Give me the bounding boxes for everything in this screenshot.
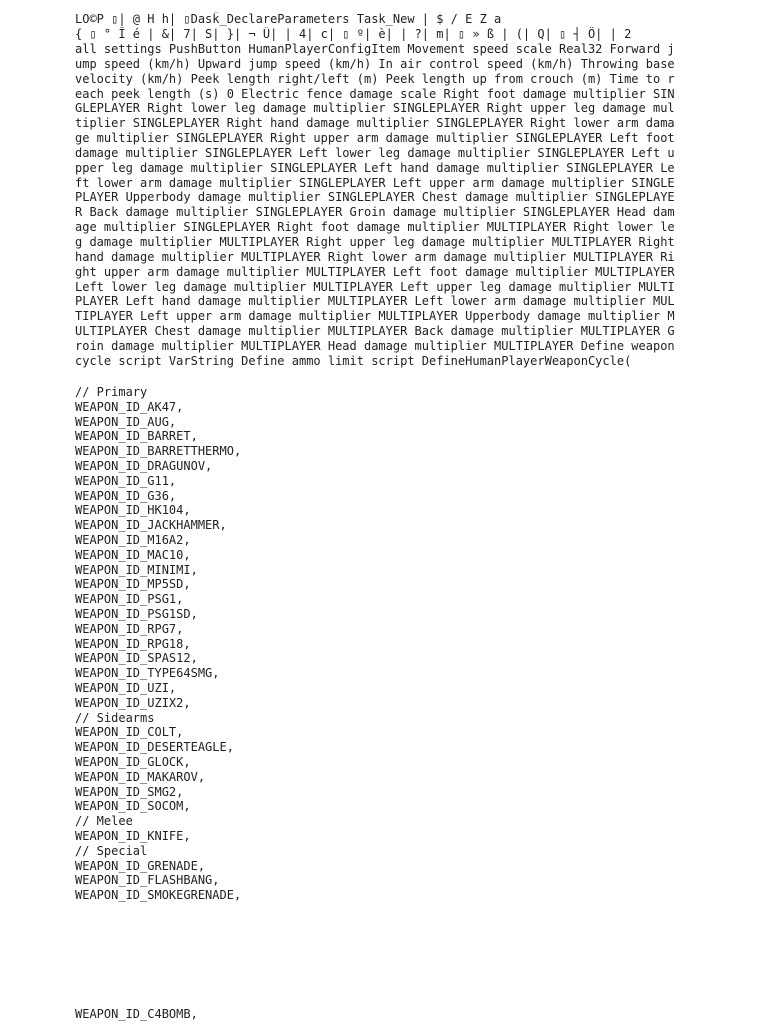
weapon-list-line: WEAPON_ID_SMOKEGRENADE, [75,888,242,903]
settings-paragraph: all settings PushButton HumanPlayerConfigItem Movement speed scale Real32 Forward jump speed (km/h) Upward jump speed (km/h) In air control speed (km/h) Throwing base velocity (km/h) Peek length right/left (m) Peek length up from crouch (m) Time to reach peek length (s) 0 Electric fence damage scale Right foot damage multiplier SINGLEPLAYER Right lower leg damage multiplier SINGLEPLAYER Right upper leg damage multiplier SINGLEPLAYER Right hand damage multiplier SINGLEPLAYER Right lower arm damage multiplier SINGLEPLAYER Right upper arm damage multiplier SINGLEPLAYER Left foot damage multiplier SINGLEPLAYER Left lower leg damage multiplier SINGLEPLAYER Left upper leg damage multiplier SINGLEPLAYER Left hand damage multiplier SINGLEPLAYER Left lower arm damage multiplier SINGLEPLAYER Left upper arm damage multiplier SINGLEPLAYER Upperbody damage multiplier SINGLEPLAYER Chest damage multiplier SINGLEPLAYER Back damage multiplier SINGLEPLAYER Groin damage multiplier SINGLEPLAYER Head damage multiplier SINGLEPLAYER Right foot damage multiplier MULTIPLAYER Right lower leg damage multiplier MULTIPLAYER Right upper leg damage multiplier MULTIPLAYER Right hand damage multiplier MULTIPLAYER Right lower arm damage multiplier MULTIPLAYER Right upper arm damage multiplier MULTIPLAYER Left foot damage multiplier MULTIPLAYER Left lower leg damage multiplier MULTIPLAYER Left upper leg damage multiplier MULTIPLAYER Left hand damage multiplier MULTIPLAYER Left lower arm damage multiplier MULTIPLAYER Left upper arm damage multiplier MULTIPLAYER Upperbody damage multiplier MULTIPLAYER Chest damage multiplier MULTIPLAYER Back damage multiplier MULTIPLAYER Groin damage multiplier MULTIPLAYER Head damage multiplier MULTIPLAYER Define weapon cycle script VarString Define ammo limit script DefineHumanPlayerWeaponCycle( [75,42,675,368]
weapon-list-line: WEAPON_ID_MP5SD, [75,577,191,592]
weapon-list-line: // Melee [75,814,133,829]
binary-header-line-1: LO©P ▯| @ H h| ▯Dask̈_DeclareParameters Task_New | $ / E Z a [75,12,502,26]
weapon-list-line: WEAPON_ID_PSG1SD, [75,606,198,621]
weapon-list-line: WEAPON_ID_KNIFE, [75,828,191,843]
weapon-cycle-list [75,385,241,903]
weapon-list-line: WEAPON_ID_G36, [75,488,177,503]
binary-header-line-2: { ▯ ° Î é | &| 7| S| }| ¬ Û| | 4| c| ▯ º| è| | ?| m| ▯ » ß | (| Q| ▯ ┤ Ö| | 2 [75,27,632,41]
weapon-list-line: WEAPON_ID_GLOCK, [75,754,191,769]
weapon-list-line: WEAPON_ID_UZIX2, [75,695,191,710]
weapon-list-line: WEAPON_ID_TYPE64SMG, [75,666,220,681]
weapon-list-line: WEAPON_ID_MAKAROV, [75,769,206,784]
weapon-list-line: WEAPON_ID_MAC10, [75,547,191,562]
weapon-list-line: // Primary [75,385,148,399]
weapon-list-line: WEAPON_ID_FLASHBANG, [75,873,220,888]
weapon-list-line: WEAPON_ID_PSG1, [75,592,184,607]
weapon-list-line: WEAPON_ID_SOCOM, [75,799,191,814]
weapon-list-line: WEAPON_ID_AUG, [75,414,177,429]
weapon-list-line: WEAPON_ID_SMG2, [75,784,184,799]
weapon-list-line: WEAPON_ID_SPAS12, [75,651,198,666]
trailing-weapon-line: WEAPON_ID_C4BOMB, [75,1007,198,1021]
weapon-list-line: // Special [75,843,148,858]
weapon-list-line: WEAPON_ID_G11, [75,473,177,488]
weapon-list-line: WEAPON_ID_DESERTEAGLE, [75,740,234,755]
weapon-list-line: WEAPON_ID_GRENADE, [75,858,206,873]
weapon-list-line: WEAPON_ID_UZI, [75,680,177,695]
weapon-list-line: WEAPON_ID_MINIMI, [75,562,198,577]
weapon-list-line: WEAPON_ID_HK104, [75,503,191,518]
weapon-list-line: WEAPON_ID_JACKHAMMER, [75,518,227,533]
weapon-list-line: WEAPON_ID_M16A2, [75,532,191,547]
weapon-list-line: WEAPON_ID_DRAGUNOV, [75,458,213,473]
weapon-list-line: WEAPON_ID_RPG18, [75,636,191,651]
weapon-list-line: // Sidearms [75,710,155,725]
weapon-list-line: WEAPON_ID_BARRET, [75,429,198,444]
weapon-list-line: WEAPON_ID_BARRETTHERMO, [75,444,242,459]
weapon-list-line: WEAPON_ID_AK47, [75,399,184,414]
weapon-list-line: WEAPON_ID_COLT, [75,725,184,740]
weapon-list-line: WEAPON_ID_RPG7, [75,621,184,636]
